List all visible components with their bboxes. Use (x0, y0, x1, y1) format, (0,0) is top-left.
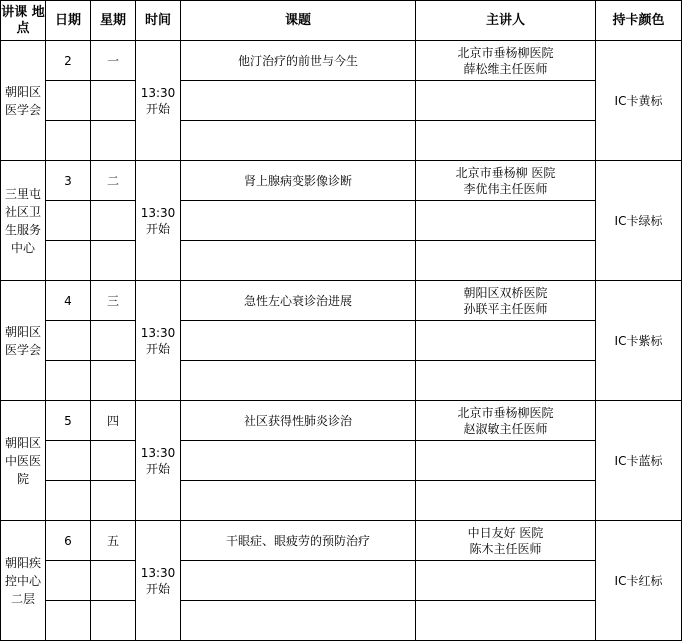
lecturer-hospital: 朝阳区双桥医院 (463, 285, 548, 300)
blank-topic-cell (181, 481, 416, 521)
blank-lecturer-cell (416, 81, 596, 121)
blank-date-cell (46, 361, 91, 401)
session-time (136, 161, 181, 281)
session-date: 2 (46, 41, 91, 81)
session-lecturer (416, 161, 596, 201)
blank-weekday-cell (91, 561, 136, 601)
session-topic: 社区获得性肺炎诊治 (181, 401, 416, 441)
blank-date-cell (46, 601, 91, 641)
session-card-color: IC卡绿标 (596, 161, 682, 281)
lecturer-name: 薛松维主任医师 (463, 61, 548, 76)
header-card: 持卡颜色 (596, 1, 682, 41)
blank-weekday-cell (91, 81, 136, 121)
session-card-color: IC卡红标 (596, 521, 682, 641)
blank-date-cell (46, 121, 91, 161)
session-time (136, 521, 181, 641)
session-card-color: IC卡蓝标 (596, 401, 682, 521)
blank-lecturer-cell (416, 361, 596, 401)
blank-weekday-cell (91, 241, 136, 281)
session-blank-row (1, 561, 682, 601)
blank-date-cell (46, 441, 91, 481)
blank-date-cell (46, 321, 91, 361)
session-weekday: 五 (91, 521, 136, 561)
lecturer-name: 赵淑敏主任医师 (463, 421, 548, 436)
session-weekday: 四 (91, 401, 136, 441)
blank-lecturer-cell (416, 601, 596, 641)
lecturer-hospital: 北京市垂杨柳 医院 (455, 165, 556, 180)
session-card-color: IC卡紫标 (596, 281, 682, 401)
session-blank-row (1, 81, 682, 121)
session-row (1, 161, 682, 201)
session-row (1, 41, 682, 81)
session-card-color: IC卡黄标 (596, 41, 682, 161)
session-location: 朝阳区 医学会 (1, 41, 46, 161)
session-date: 6 (46, 521, 91, 561)
session-time-start: 开始 (145, 101, 170, 116)
blank-date-cell (46, 241, 91, 281)
session-blank-row (1, 481, 682, 521)
session-date: 5 (46, 401, 91, 441)
session-topic: 肾上腺病变影像诊断 (181, 161, 416, 201)
session-location: 三里屯 社区卫 生服务 中心 (1, 161, 46, 281)
session-time-value: 13:30 (140, 565, 176, 580)
blank-weekday-cell (91, 481, 136, 521)
session-blank-row (1, 441, 682, 481)
session-weekday: 一 (91, 41, 136, 81)
lecturer-name: 李优伟主任医师 (463, 181, 548, 196)
session-blank-row (1, 601, 682, 641)
session-blank-row (1, 121, 682, 161)
session-lecturer (416, 521, 596, 561)
lecturer-name: 孙联平主任医师 (463, 301, 548, 316)
session-time-start: 开始 (145, 221, 170, 236)
session-topic: 他汀治疗的前世与今生 (181, 41, 416, 81)
session-location: 朝阳区 医学会 (1, 281, 46, 401)
session-row (1, 401, 682, 441)
lecturer-hospital: 北京市垂杨柳医院 (457, 405, 554, 420)
session-blank-row (1, 241, 682, 281)
session-time (136, 41, 181, 161)
session-blank-row (1, 321, 682, 361)
session-row (1, 521, 682, 561)
session-topic: 急性左心衰诊治进展 (181, 281, 416, 321)
session-location: 朝阳区 中医医 院 (1, 401, 46, 521)
blank-topic-cell (181, 361, 416, 401)
header-location: 讲课 地点 (1, 1, 46, 41)
session-blank-row (1, 201, 682, 241)
session-date: 3 (46, 161, 91, 201)
header-topic: 课题 (181, 1, 416, 41)
blank-lecturer-cell (416, 441, 596, 481)
session-weekday: 二 (91, 161, 136, 201)
session-blank-row (1, 361, 682, 401)
blank-lecturer-cell (416, 561, 596, 601)
blank-weekday-cell (91, 321, 136, 361)
session-time-value: 13:30 (140, 445, 176, 460)
header-time: 时间 (136, 1, 181, 41)
session-date: 4 (46, 281, 91, 321)
blank-topic-cell (181, 321, 416, 361)
session-time-value: 13:30 (140, 85, 176, 100)
blank-date-cell (46, 201, 91, 241)
session-time-start: 开始 (145, 341, 170, 356)
blank-lecturer-cell (416, 201, 596, 241)
blank-date-cell (46, 481, 91, 521)
blank-topic-cell (181, 241, 416, 281)
session-time (136, 401, 181, 521)
lecturer-name: 陈木主任医师 (469, 541, 542, 556)
blank-lecturer-cell (416, 241, 596, 281)
lecturer-hospital: 中日友好 医院 (467, 525, 544, 540)
blank-weekday-cell (91, 201, 136, 241)
header-weekday: 星期 (91, 1, 136, 41)
session-time-start: 开始 (145, 581, 170, 596)
blank-weekday-cell (91, 361, 136, 401)
blank-topic-cell (181, 201, 416, 241)
header-row (1, 1, 682, 41)
session-lecturer (416, 281, 596, 321)
session-weekday: 三 (91, 281, 136, 321)
session-time-value: 13:30 (140, 325, 176, 340)
blank-weekday-cell (91, 121, 136, 161)
blank-topic-cell (181, 121, 416, 161)
blank-date-cell (46, 81, 91, 121)
session-time-start: 开始 (145, 461, 170, 476)
blank-lecturer-cell (416, 481, 596, 521)
blank-topic-cell (181, 441, 416, 481)
blank-topic-cell (181, 601, 416, 641)
blank-lecturer-cell (416, 321, 596, 361)
blank-topic-cell (181, 81, 416, 121)
header-date: 日期 (46, 1, 91, 41)
session-lecturer (416, 41, 596, 81)
lecturer-hospital: 北京市垂杨柳医院 (457, 45, 554, 60)
session-lecturer (416, 401, 596, 441)
session-time (136, 281, 181, 401)
blank-topic-cell (181, 561, 416, 601)
blank-lecturer-cell (416, 121, 596, 161)
session-topic: 干眼症、眼疲劳的预防治疗 (181, 521, 416, 561)
session-time-value: 13:30 (140, 205, 176, 220)
session-row (1, 281, 682, 321)
blank-weekday-cell (91, 441, 136, 481)
session-location: 朝阳疾 控中心 二层 (1, 521, 46, 641)
blank-date-cell (46, 561, 91, 601)
header-lecturer: 主讲人 (416, 1, 596, 41)
blank-weekday-cell (91, 601, 136, 641)
